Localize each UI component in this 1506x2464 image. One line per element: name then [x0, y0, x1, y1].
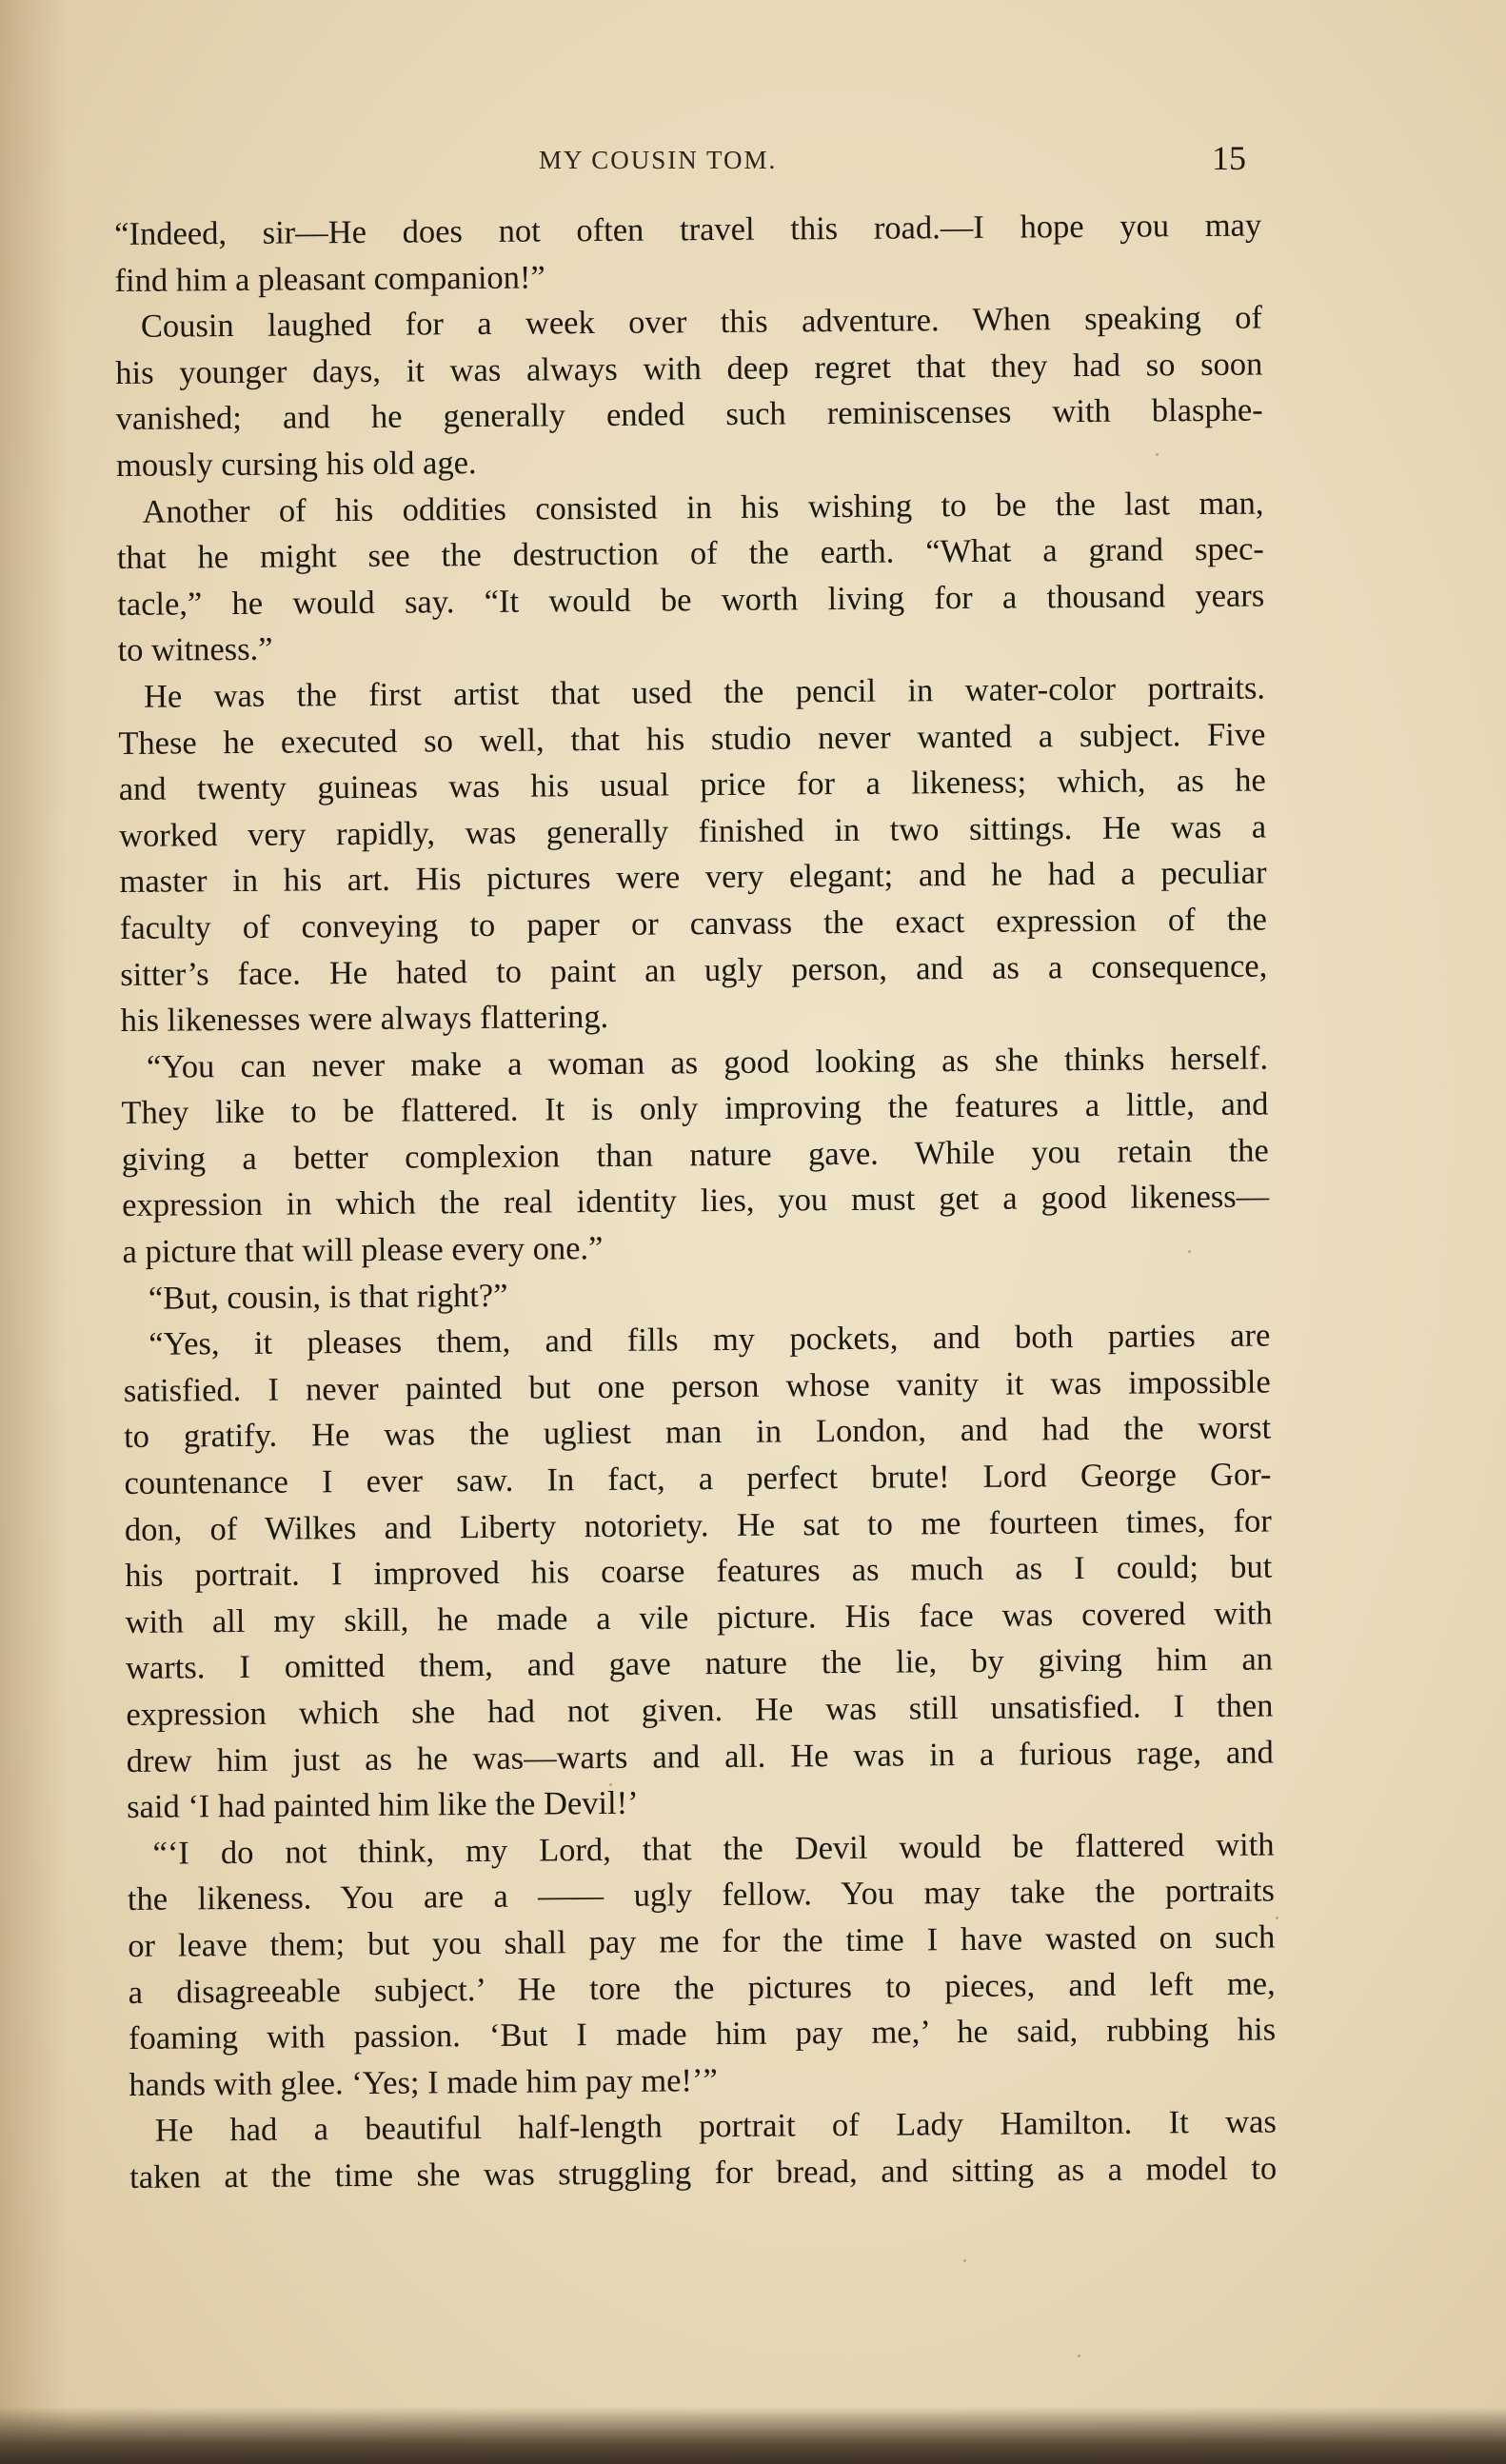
text-line: taken at the time she was struggling for bread, and sitting as a model to	[129, 2150, 1278, 2196]
text-line: and twenty guineas was his usual price for a likeness; which, as he	[118, 762, 1266, 808]
text-line: sitter’s face. He hated to paint an ugly person, and as a consequence,	[120, 947, 1268, 993]
text-line: with all my skill, he made a vile picture. His face was covered with	[125, 1595, 1273, 1640]
page-header	[0, 138, 1506, 186]
text-line: master in his art. His pictures were very elegant; and he had a peculiar	[119, 854, 1267, 901]
text-line: a disagreeable subject.’ He tore the pictures to pieces, and left me,	[128, 1965, 1276, 2011]
page-shadow-left	[0, 0, 67, 2464]
text-line: satisfied. I never painted but one person whose vanity it was impossible	[123, 1363, 1271, 1409]
text-line: drew him just as he was—warts and all. He was in a furious rage, and	[126, 1734, 1274, 1779]
running-head: MY COUSIN TOM.	[539, 146, 778, 174]
text-line: hands with glee. ‘Yes; I made him pay me!’”	[129, 2061, 718, 2103]
text-line: his likenesses were always flattering.	[120, 999, 609, 1040]
text-line: giving a better complexion than nature gave. While you retain the	[121, 1132, 1269, 1178]
text-line: countenance I ever saw. In fact, a perfect brute! Lord George Gor-	[124, 1456, 1272, 1501]
text-line: faculty of conveying to paper or canvass the exact expression of the	[119, 901, 1268, 946]
text-line: find him a pleasant companion!”	[114, 259, 545, 299]
body-text	[114, 203, 1277, 2201]
text-line: These he executed so well, that his studio never wanted a subject. Five	[118, 716, 1266, 762]
page-shadow-bottom	[0, 2407, 1506, 2464]
text-line: his younger days, it was always with deep regret that they had so soon	[115, 346, 1263, 391]
text-line: the likeness. You are a —— ugly fellow. You may take the portraits	[127, 1872, 1276, 1918]
text-line: foaming with passion. ‘But I made him pay me,’ he said, rubbing his	[128, 2011, 1277, 2057]
text-line: his portrait. I improved his coarse features as much as I could; but	[125, 1548, 1273, 1595]
text-line: expression in which the real identity lies, you must get a good likeness—	[122, 1178, 1270, 1224]
page-number: 15	[1212, 139, 1246, 177]
text-line: or leave them; but you shall pay me for the time I have wasted on such	[128, 1918, 1276, 1964]
text-line: to gratify. He was the ugliest man in London, and had the worst	[123, 1409, 1272, 1456]
text-line: tacle,” he would say. “It would be worth living for a thousand years	[117, 577, 1265, 623]
text-line: don, of Wilkes and Liberty notoriety. He sat to me fourteen times, for	[124, 1502, 1272, 1548]
text-line: mously cursing his old age.	[115, 444, 477, 484]
text-line: “You can never make a woman as good looking as she thinks herself.	[146, 1040, 1269, 1085]
text-line: said ‘I had painted him like the Devil!’	[127, 1784, 639, 1826]
text-line: expression which she had not given. He was still unsatisfied. I then	[126, 1687, 1274, 1733]
text-line: Cousin laughed for a week over this adventure. When speaking of	[140, 299, 1263, 345]
text-line: He had a beautiful half-length portrait of Lady Hamilton. It was	[154, 2103, 1277, 2150]
text-line: He was the first artist that used the pencil in water-color portraits.	[143, 669, 1266, 715]
text-line: warts. I omitted them, and gave nature the lie, by giving him an	[125, 1640, 1274, 1687]
text-line: “Yes, it pleases them, and fills my pockets, and both parties are	[149, 1317, 1271, 1363]
text-line: “But, cousin, is that right?”	[148, 1277, 508, 1317]
text-line: that he might see the destruction of the earth. “What a grand spec-	[116, 530, 1264, 577]
text-line: Another of his oddities consisted in his wishing to be the last man,	[142, 485, 1264, 530]
text-line: to witness.”	[117, 631, 273, 669]
text-line: worked very rapidly, was generally finished in two sittings. He was a	[119, 808, 1267, 854]
text-line: “‘I do not think, my Lord, that the Devil would be flattered with	[152, 1826, 1275, 1872]
text-line: vanished; and he generally ended such reminiscenses with blasphe-	[115, 391, 1263, 438]
text-line: a picture that will please every one.”	[122, 1230, 604, 1271]
text-line: “Indeed, sir—He does not often travel this road.—I hope you may	[114, 207, 1262, 252]
text-line: They like to be flattered. It is only improving the features a little, and	[121, 1085, 1269, 1132]
